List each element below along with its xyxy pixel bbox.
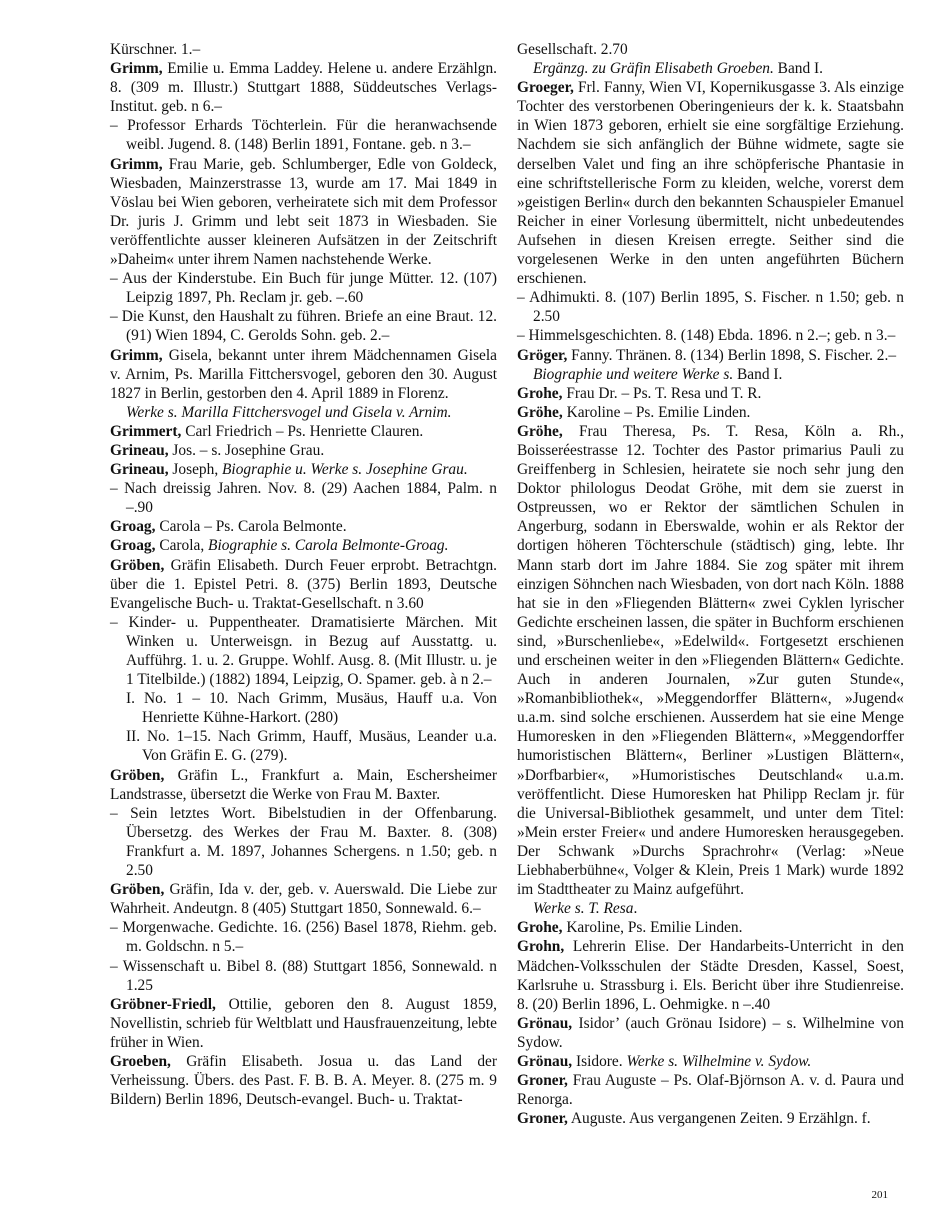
entry-continuation bbox=[517, 40, 904, 59]
reference-tail: Band I. bbox=[733, 365, 783, 383]
entry-name: Groner, bbox=[517, 1072, 568, 1090]
entry-text: – Die Kunst, den Haushalt zu führen. Briefe an eine Braut. 12. (91) Wien 1894, C. Gerolds Sohn. geb. 2.– bbox=[110, 308, 497, 345]
entry bbox=[110, 517, 497, 536]
entry-text: Emilie u. Emma Laddey. Helene u. andere Erzählgn. 8. (309 m. Illustr.) Stuttgart 1888, Süddeutsches Verlags-Institut. geb. n 6.– bbox=[110, 60, 497, 116]
entry-text: – Professor Erhards Töchterlein. Für die heranwachsende weibl. Jugend. 8. (148) Berlin 1891, Fontane. geb. n 3.– bbox=[110, 117, 497, 154]
entry-text: – Wissenschaft u. Bibel 8. (88) Stuttgart 1856, Sonnewald. n 1.25 bbox=[110, 957, 497, 994]
entry-name: Gröben, bbox=[110, 766, 165, 784]
entry bbox=[110, 460, 497, 479]
entry bbox=[110, 422, 497, 441]
entry-text: Karoline, Ps. Emilie Linden. bbox=[562, 919, 743, 937]
entry-name: Grineau, bbox=[110, 461, 169, 479]
entry-italic: Biographie s. Carola Belmonte-Groag. bbox=[208, 537, 449, 555]
entry-name: Groeger, bbox=[517, 79, 574, 97]
entry-text: I. No. 1 – 10. Nach Grimm, Musäus, Hauff u.a. Von Henriette Kühne-Harkort. (280) bbox=[126, 690, 497, 727]
sub-entry bbox=[110, 689, 497, 727]
entry bbox=[110, 536, 497, 555]
entry-text: Carl Friedrich – Ps. Henriette Clauren. bbox=[181, 422, 424, 440]
entry-name: Groner, bbox=[517, 1110, 568, 1128]
sub-entry bbox=[110, 804, 497, 880]
entry bbox=[517, 403, 904, 422]
entry-text: Frau Dr. – Ps. T. Resa und T. R. bbox=[562, 384, 762, 402]
entry-text: Frau Marie, geb. Schlumberger, Edle von Goldeck, Wiesbaden, Mainzerstrasse 13, wurde am 17. Mai 1849 in Vöslau bei Wien geboren, verheiratete sich mit dem Professor Dr. juris J. Grimm und lebt seit 1873 in Wiesbaden. Sie veröffentlichte ausser kleineren Aufsätzen in der Zeitschrift »Daheim« unter ihrem Namen nachstehende Werke. bbox=[110, 155, 497, 269]
entry bbox=[517, 1109, 904, 1128]
cross-reference bbox=[517, 59, 904, 78]
entry-text: Frau Auguste – Ps. Olaf-Björnson A. v. d. Paura und Renorga. bbox=[517, 1072, 904, 1109]
entry bbox=[110, 155, 497, 270]
entry-name: Grohn, bbox=[517, 938, 565, 956]
entry-text: II. No. 1–15. Nach Grimm, Hauff, Musäus, Leander u.a. Von Gräfin E. G. (279). bbox=[126, 728, 497, 765]
entry-name: Groag, bbox=[110, 518, 156, 536]
entry-text: – Kinder- u. Puppentheater. Dramatisierte Märchen. Mit Winken u. Unterweisgn. in Bezug auf Ausstattg. u. Aufführg. 1. u. 2. Gruppe. Wohlf. Ausg. 8. (Mit Illustr. u. je 1 Titelbilde.) (1882) 1894, Leipzig, O. Spamer. geb. à n 2.– bbox=[110, 613, 497, 689]
entry bbox=[110, 346, 497, 403]
sub-entry bbox=[110, 918, 497, 956]
reference-text: Werke s. Marilla Fittchersvogel und Gisela v. Arnim. bbox=[126, 403, 452, 421]
page-number: 201 bbox=[871, 1189, 888, 1201]
entry-continuation bbox=[110, 40, 497, 59]
entry bbox=[110, 556, 497, 613]
entry bbox=[110, 59, 497, 116]
entry-text: – Himmelsgeschichten. 8. (148) Ebda. 1896. n 2.–; geb. n 3.– bbox=[517, 327, 896, 345]
entry-name: Grohe, bbox=[517, 384, 563, 402]
entry-text: Carola – Ps. Carola Belmonte. bbox=[155, 518, 347, 536]
entry bbox=[517, 1014, 904, 1052]
entry bbox=[517, 918, 904, 937]
entry-text: Gräfin, Ida v. der, geb. v. Auerswald. Die Liebe zur Wahrheit. Andeutgn. 8 (405) Stuttgart 1850, Sonnewald. 6.– bbox=[110, 881, 497, 918]
entry-text: Lehrerin Elise. Der Handarbeits-Unterricht in den Mädchen-Volksschulen der Städte Dresden, Kassel, Soest, Karlsruhe u. Strassburg i. Els. Bericht über ihre Studienreise. 8. (20) Berlin 1896, L. Oehmigke. n –.40 bbox=[517, 938, 904, 1013]
entry-text: – Morgenwache. Gedichte. 16. (256) Basel 1878, Riehm. geb. m. Goldschn. n 5.– bbox=[110, 919, 497, 956]
cross-reference bbox=[517, 899, 904, 918]
entry-text: Karoline – Ps. Emilie Linden. bbox=[562, 403, 751, 421]
entry-name: Gröhe, bbox=[517, 403, 563, 421]
sub-entry bbox=[110, 479, 497, 517]
entry bbox=[110, 995, 497, 1052]
reference-text: Ergänzg. zu Gräfin Elisabeth Groeben. bbox=[533, 60, 774, 78]
reference-text: Biographie und weitere Werke s. bbox=[533, 365, 734, 383]
entry-name: Gröben, bbox=[110, 556, 165, 574]
entry-name: Grohe, bbox=[517, 919, 563, 937]
sub-entry bbox=[517, 326, 904, 345]
entry-name: Grimm, bbox=[110, 346, 163, 364]
entry-text: Gräfin L., Frankfurt a. Main, Eschersheimer Landstrasse, übersetzt die Werke von Frau M. Baxter. bbox=[110, 766, 497, 803]
entry-text: Kürschner. 1.– bbox=[110, 41, 201, 58]
entry-text: – Sein letztes Wort. Bibelstudien in der Offenbarung. Übersetzg. des Werkes der Frau M. Baxter. 8. (308) Frankfurt a. M. 1897, Johannes Schergens. n 1.50; geb. n 2.50 bbox=[110, 804, 497, 880]
entry-name: Grimm, bbox=[110, 155, 163, 173]
entry bbox=[517, 78, 904, 288]
entry-name: Grineau, bbox=[110, 441, 169, 459]
sub-entry bbox=[110, 613, 497, 689]
entry-text: Frl. Fanny, Wien VI, Kopernikusgasse 3. Als einzige Tochter des verstorbenen Oberingenieurs der k. k. Staatsbahn in Wien 1873 geboren, erhielt sie eine sorgfältige Erziehung. Nachdem sie sich anfänglich der Bühne widmete, sagte sie derselben Valet und fing an ihre schöpferische Phantasie in eine schriftstellerische Form zu kleiden, welche, vorerst dem »geistigen Berlin« durch den bekannten Schauspieler Emanuel Reicher in einer Vorlesung übermittelt, nicht unbedeutendes Aufsehen in diesen Kreisen erregte. Seither sind die vorgelesenen Werke in den unten angeführten Büchern erschienen. bbox=[517, 79, 904, 288]
entry-text: Ottilie, geboren den 8. August 1859, Novellistin, schrieb für Weltblatt und Hausfrauenzeitung, lebte früher in Wien. bbox=[110, 995, 497, 1051]
entry-text: Isidore. bbox=[572, 1052, 627, 1070]
cross-reference bbox=[110, 403, 497, 422]
entry-name: Gröben, bbox=[110, 881, 165, 899]
entry-name: Grönau, bbox=[517, 1014, 573, 1032]
entry bbox=[517, 422, 904, 899]
entry-text: Fanny. Thränen. 8. (134) Berlin 1898, S. Fischer. 2.– bbox=[567, 346, 897, 364]
entry bbox=[110, 441, 497, 460]
entry-text: Gräfin Elisabeth. Durch Feuer erprobt. Betrachtgn. über die 1. Epistel Petri. 8. (375) Berlin 1893, Deutsche Evangelische Buch- u. Traktat-Gesellschaft. n 3.60 bbox=[110, 556, 497, 612]
entry-name: Gröger, bbox=[517, 346, 568, 364]
entry bbox=[110, 1052, 497, 1109]
entry bbox=[110, 880, 497, 918]
entry-italic: Biographie u. Werke s. Josephine Grau. bbox=[222, 461, 468, 479]
sub-entry bbox=[110, 957, 497, 995]
entry bbox=[517, 937, 904, 1013]
entry bbox=[517, 346, 904, 365]
entry-name: Groeben, bbox=[110, 1052, 171, 1070]
entry-italic: Werke s. Wilhelmine v. Sydow. bbox=[626, 1052, 812, 1070]
left-column bbox=[110, 40, 497, 1109]
sub-entry bbox=[517, 288, 904, 326]
entry-text: – Nach dreissig Jahren. Nov. 8. (29) Aachen 1884, Palm. n –.90 bbox=[110, 480, 497, 517]
entry-text: Joseph, bbox=[168, 461, 223, 479]
reference-text: Werke s. T. Resa bbox=[533, 900, 634, 918]
sub-entry bbox=[110, 116, 497, 154]
entry-name: Gröhe, bbox=[517, 422, 563, 440]
entry-name: Groag, bbox=[110, 537, 156, 555]
reference-tail: Band I. bbox=[773, 60, 823, 78]
entry bbox=[517, 1052, 904, 1071]
entry-name: Gröbner-Friedl, bbox=[110, 995, 216, 1013]
right-column bbox=[517, 40, 904, 1128]
sub-entry bbox=[110, 307, 497, 345]
sub-entry bbox=[110, 269, 497, 307]
entry-name: Grimmert, bbox=[110, 422, 182, 440]
entry bbox=[110, 766, 497, 804]
entry-text: Auguste. Aus vergangenen Zeiten. 9 Erzählgn. f. bbox=[567, 1110, 871, 1128]
entry-text: Isidor’ (auch Grönau Isidore) – s. Wilhelmine von Sydow. bbox=[517, 1014, 904, 1051]
entry-text: Gesellschaft. 2.70 bbox=[517, 41, 628, 58]
entry bbox=[517, 1071, 904, 1109]
entry bbox=[517, 384, 904, 403]
entry-text: Carola, bbox=[155, 537, 209, 555]
reference-tail: . bbox=[633, 900, 638, 918]
entry-text: Jos. – s. Josephine Grau. bbox=[168, 441, 325, 459]
sub-entry bbox=[110, 727, 497, 765]
entry-name: Grimm, bbox=[110, 60, 163, 78]
cross-reference bbox=[517, 365, 904, 384]
entry-text: – Adhimukti. 8. (107) Berlin 1895, S. Fischer. n 1.50; geb. n 2.50 bbox=[517, 289, 904, 326]
entry-text: Frau Theresa, Ps. T. Resa, Köln a. Rh., Boisseréestrasse 12. Tochter des Pastor primarius Pauli zu Greiffenberg in Schlesien, heiratete sie noch sehr jung den Doktor philologus Deodat Gröhe, mit dem sie zuerst in Ostpreussen, wo er Rektor der sämtlichen Schulen in Angerburg, sodann in Eberswalde, wohin er als Rektor der dortigen höheren Töchterschule (städtisch) ging, lebte. Ihr Mann starb dort im Jahre 1884. Sie zog später mit ihrem einzigen Söhnchen nach Wiesbaden, von dort nach Köln. 1888 hat sie in den »Fliegenden Blättern« zwei Cyklen lyrischer Gedichte erscheinen lassen, die später in Buchform erschienen sind, »Burschenliebe«, »Edelwild«. Fortgesetzt erschienen und erscheinen weiter in den »Fliegenden Blättern« Gedichte. Auch in anderen Journalen, »Zur guten Stunde«, »Romanbibliothek«, »Meggendorffer Blättern«, »Jugend« u.a.m. sind solche erschienen. Ausserdem hat sie eine Menge Humoresken in den »Fliegenden Blättern«, »Meggendorffer humoristischen Blättern«, Berliner »Lustigen Blättern«, »Dorfbarbier«, »Humoristisches Deutschland« u.a.m. veröffentlicht. Diese Humoresken hat Philipp Reclam jr. für die Universal-Bibliothek gesammelt, und unter dem Titel: »Mein erster Freier« und andere Humoresken herausgegeben. Der Schwank »Durchs Sprachrohr« (Verlag: »Neue Liebhaberbühne«, Volger & Klein, Preis 1 Mark) wurde 1892 im Stadttheater zu Mainz aufgeführt. bbox=[517, 422, 904, 899]
entry-text: Gräfin Elisabeth. Josua u. das Land der Verheissung. Übers. des Past. F. B. B. A. Meyer. 8. (275 m. 9 Bildern) Berlin 1896, Deutsch-evangel. Buch- u. Traktat- bbox=[110, 1052, 497, 1109]
entry-text: – Aus der Kinderstube. Ein Buch für junge Mütter. 12. (107) Leipzig 1897, Ph. Reclam jr. geb. –.60 bbox=[110, 270, 497, 307]
entry-text: Gisela, bekannt unter ihrem Mädchennamen Gisela v. Arnim, Ps. Marilla Fittchersvogel, geboren den 30. August 1827 in Berlin, gestorben den 4. April 1889 in Florenz. bbox=[110, 346, 497, 402]
entry-name: Grönau, bbox=[517, 1052, 573, 1070]
